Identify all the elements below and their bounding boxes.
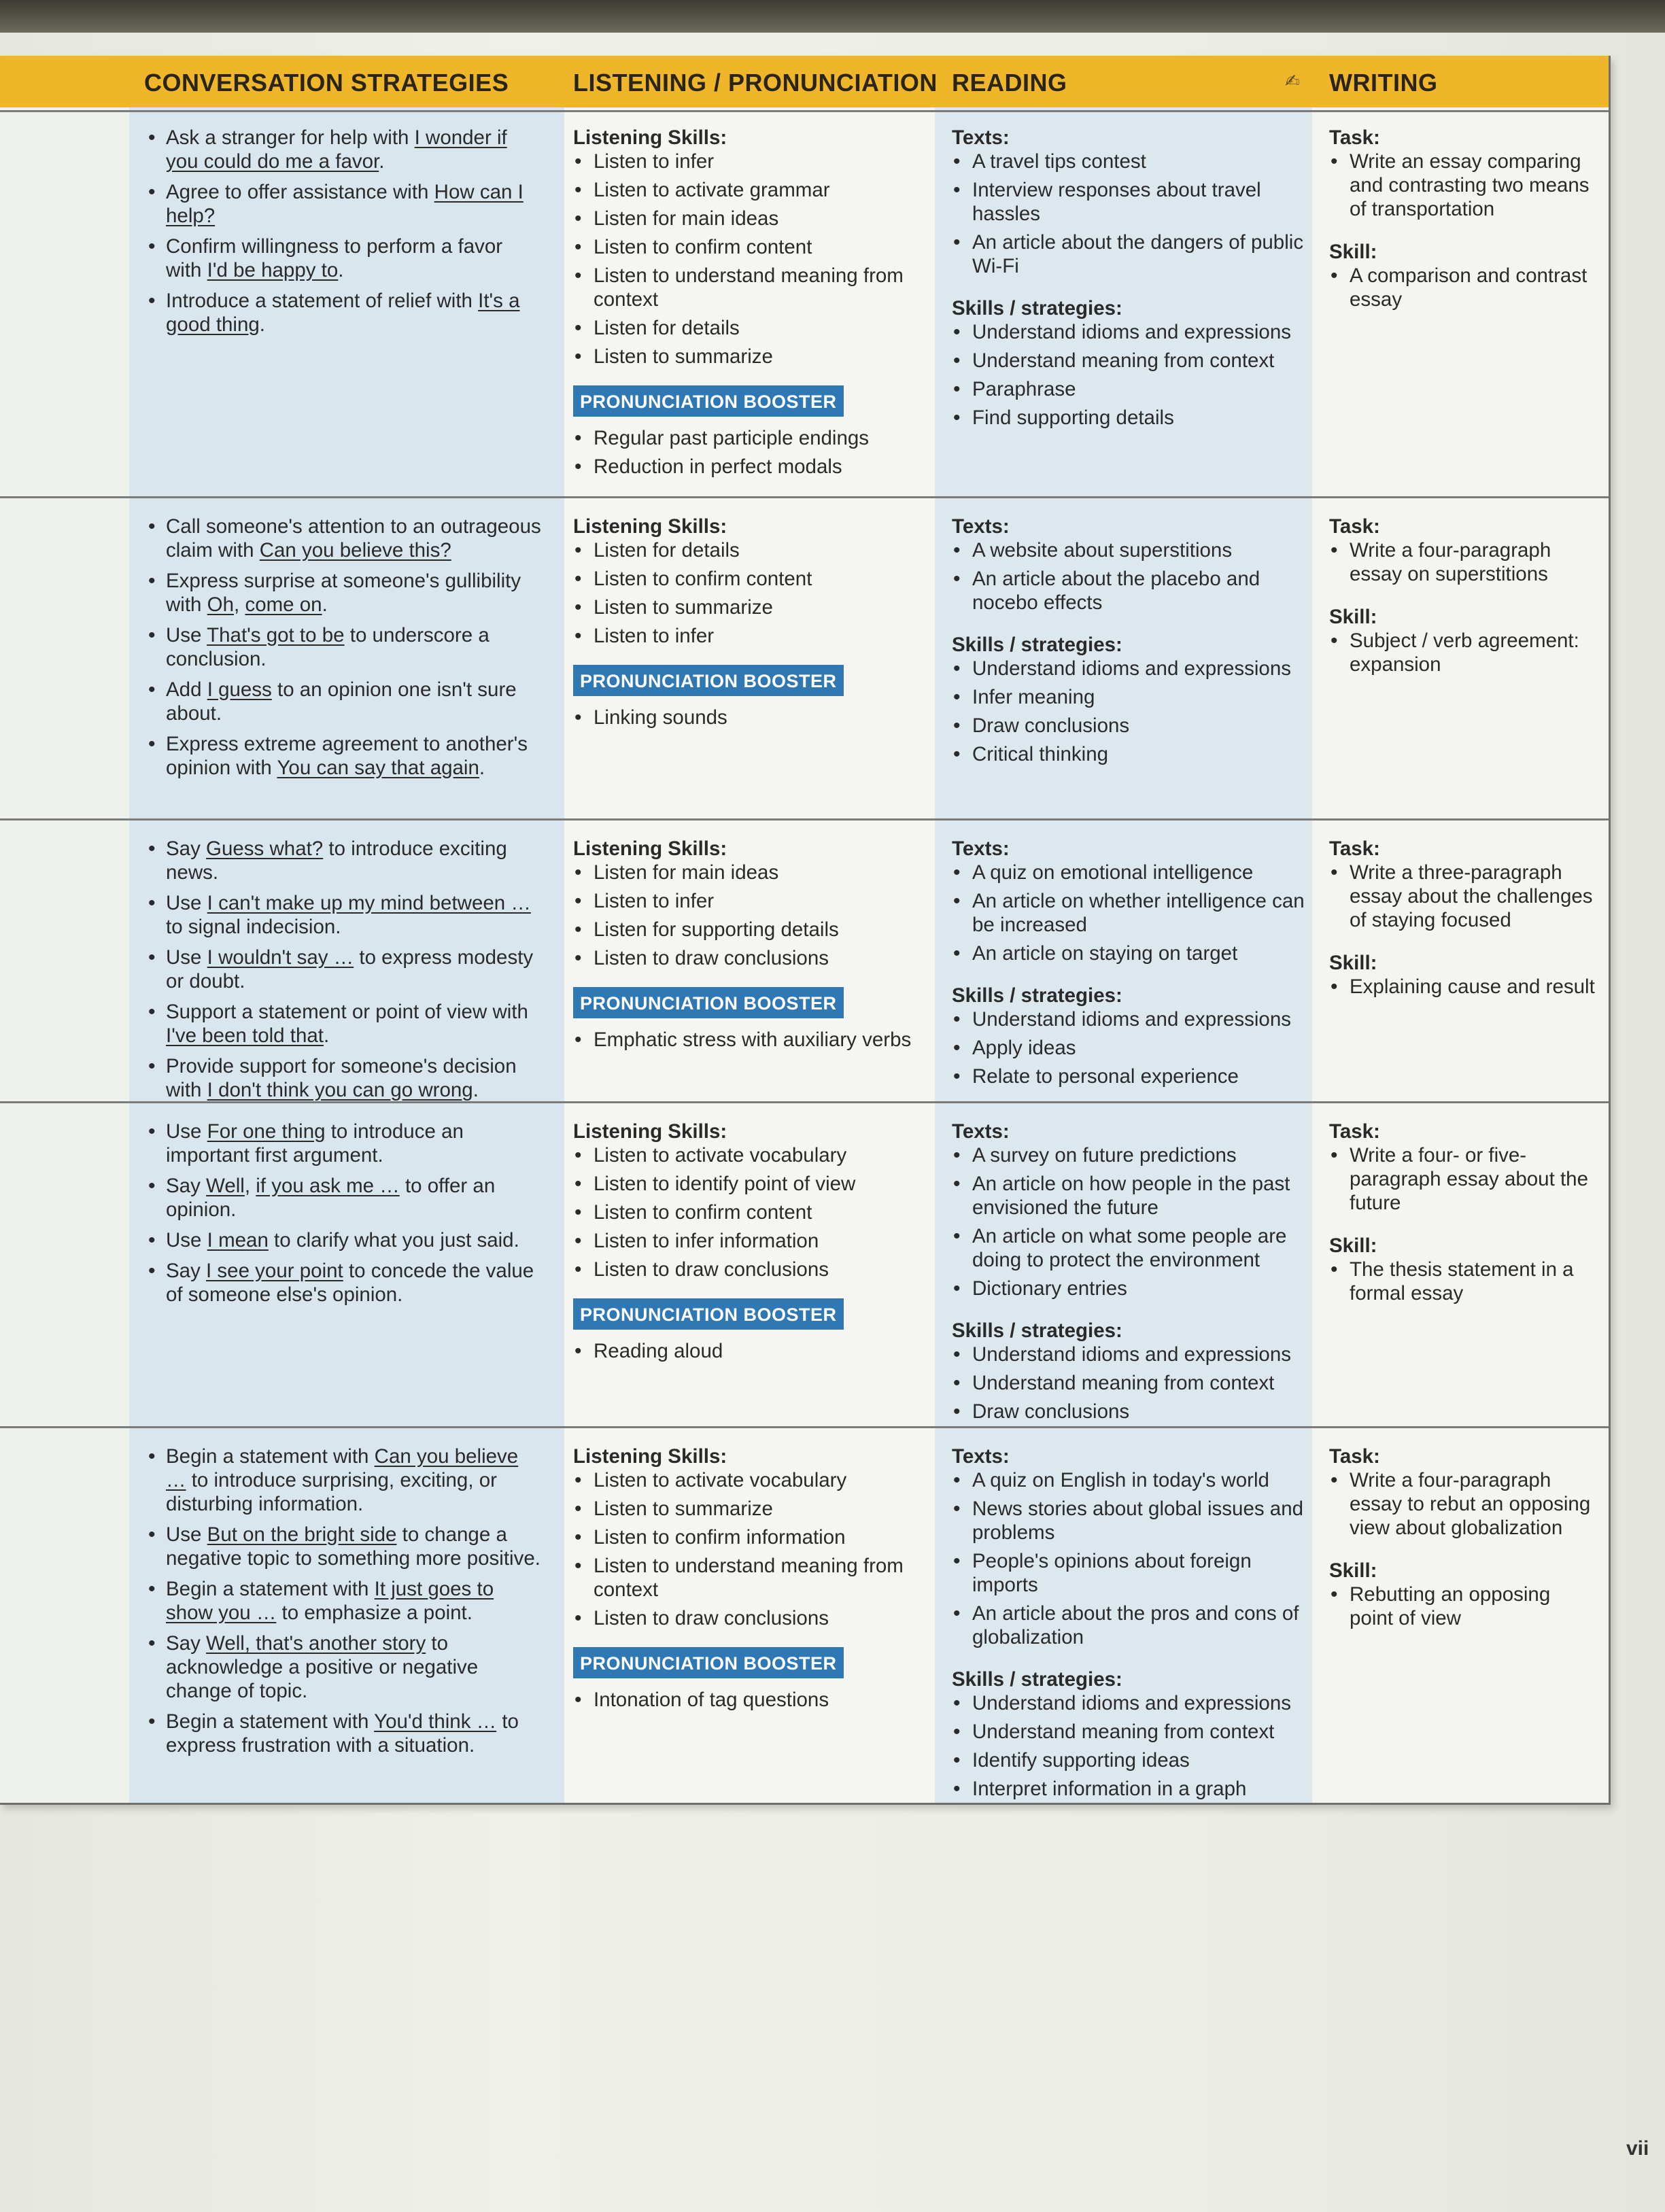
listening-skill-list xyxy=(573,1468,927,1630)
strategy-text: Begin a statement with xyxy=(166,1710,375,1733)
listening-skill-item: • Listen to summarize xyxy=(573,345,927,368)
strategy-text: to signal indecision. xyxy=(166,916,341,938)
strategy-phrase: It just goes to show you … xyxy=(166,1578,494,1624)
strategy-phrase: I've been told that xyxy=(166,1024,324,1047)
writing-skill-item: • Explaining cause and result xyxy=(1329,975,1598,999)
pronunciation-topic-list xyxy=(573,706,927,729)
conversation-item xyxy=(144,126,542,173)
strategy-text: , xyxy=(234,593,245,616)
header-listening: LISTENING / PRONUNCIATION xyxy=(573,69,938,97)
strategy-phrase: if you ask me … xyxy=(256,1175,400,1197)
strategy-text: , xyxy=(244,1175,256,1197)
pronunciation-topic-item: • Intonation of tag questions xyxy=(573,1688,927,1712)
listening-skill-item: • Listen to confirm content xyxy=(573,235,927,259)
reading-strategy-list xyxy=(952,320,1305,430)
conversation-item xyxy=(144,1054,542,1102)
writing-skill-list xyxy=(1329,629,1598,676)
reading-strategy-item: • Understand meaning from context xyxy=(952,349,1305,373)
skills-strategies-label: Skills / strategies: xyxy=(952,1668,1122,1691)
pronunciation-topic-item: • Emphatic stress with auxiliary verbs xyxy=(573,1028,927,1052)
strategy-text: to change a negative topic to something more positive. xyxy=(166,1523,540,1570)
strategy-phrase: I can't make up my mind between … xyxy=(207,892,531,914)
spacer xyxy=(952,1654,1305,1667)
strategy-phrase: How can I help? xyxy=(166,181,523,227)
scope-and-sequence-table xyxy=(0,56,1611,1805)
strategy-text: . xyxy=(473,1079,479,1101)
reading-strategy-item: • Draw conclusions xyxy=(952,1400,1305,1423)
listening-skill-item: • Listen to infer xyxy=(573,889,927,913)
listening-skill-item: • Listen to confirm content xyxy=(573,567,927,591)
conversation-cell xyxy=(144,837,542,1109)
strategy-text: Provide support for someone's decision with xyxy=(166,1055,517,1101)
writing-cell xyxy=(1329,1445,1598,1636)
reading-text-list xyxy=(952,538,1305,615)
reading-text-item: • An article on how people in the past envisioned the future xyxy=(952,1172,1305,1220)
task-label: Task: xyxy=(1329,515,1380,538)
strategy-phrase: Well, that's another story xyxy=(206,1632,426,1655)
strategy-text: Express extreme agreement to another's opinion with xyxy=(166,733,528,779)
pronunciation-booster-badge: PRONUNCIATION BOOSTER xyxy=(573,987,844,1018)
reading-text-item: • An article about the placebo and nocebo effects xyxy=(952,567,1305,615)
pronunciation-topic-item: • Reading aloud xyxy=(573,1339,927,1363)
conversation-item xyxy=(144,1710,542,1757)
header-conversation: CONVERSATION STRATEGIES xyxy=(144,69,509,97)
strategy-phrase: But on the bright side xyxy=(207,1523,397,1546)
conversation-item xyxy=(144,623,542,671)
pronunciation-topic-item: • Linking sounds xyxy=(573,706,927,729)
listening-skills-label: Listening Skills: xyxy=(573,515,727,538)
listening-skill-item: • Listen to activate grammar xyxy=(573,178,927,202)
writing-task-item: • Write a four-paragraph essay to rebut an opposing view about globalization xyxy=(1329,1468,1598,1540)
pronunciation-booster-badge: PRONUNCIATION BOOSTER xyxy=(573,665,844,696)
listening-skill-item: • Listen to infer xyxy=(573,624,927,648)
strategy-phrase: For one thing xyxy=(207,1120,326,1143)
strategy-phrase: I guess xyxy=(207,678,272,701)
reading-cell xyxy=(952,126,1305,434)
conversation-item xyxy=(144,569,542,617)
reading-strategy-item: • Understand idioms and expressions xyxy=(952,657,1305,680)
reading-text-item: • An article on whether intelligence can be increased xyxy=(952,889,1305,937)
skills-strategies-label: Skills / strategies: xyxy=(952,634,1122,656)
listening-skill-item: • Listen for main ideas xyxy=(573,861,927,884)
strategy-phrase: I wonder if you could do me a favor xyxy=(166,126,507,173)
listening-cell xyxy=(573,1120,927,1368)
strategy-text: to clarify what you just said. xyxy=(268,1229,519,1251)
spacer xyxy=(952,970,1305,984)
strategy-text: . xyxy=(479,757,485,779)
strategy-text: Use xyxy=(166,1120,207,1143)
listening-skill-item: • Listen to identify point of view xyxy=(573,1172,927,1196)
conversation-item xyxy=(144,732,542,780)
strategy-phrase: I wouldn't say … xyxy=(207,946,354,969)
strategy-text: Say xyxy=(166,1175,207,1197)
reading-strategy-item: • Critical thinking xyxy=(952,742,1305,766)
strategy-text: Agree to offer assistance with xyxy=(166,181,434,203)
strategy-text: to an opinion one isn't sure about. xyxy=(166,678,517,725)
strategy-phrase: I see your point xyxy=(206,1260,343,1282)
pronunciation-topic-list xyxy=(573,426,927,479)
writing-task-list xyxy=(1329,861,1598,932)
reading-text-item: • An article about the pros and cons of globalization xyxy=(952,1602,1305,1649)
conversation-list xyxy=(144,1445,542,1757)
reading-strategy-item: • Interpret information in a graph xyxy=(952,1777,1305,1801)
skills-strategies-label: Skills / strategies: xyxy=(952,297,1122,319)
pronunciation-topic-list xyxy=(573,1688,927,1712)
texts-label: Texts: xyxy=(952,126,1010,149)
conversation-item xyxy=(144,1000,542,1048)
reading-cell xyxy=(952,837,1305,1093)
conversation-item xyxy=(144,235,542,282)
listening-skill-item: • Listen to confirm information xyxy=(573,1525,927,1549)
conversation-item xyxy=(144,1577,542,1625)
writing-skill-item: • The thesis statement in a formal essay xyxy=(1329,1258,1598,1305)
strategy-phrase: That's got to be xyxy=(207,624,345,646)
strategy-text: . xyxy=(379,150,385,173)
writing-skill-list xyxy=(1329,1258,1598,1305)
strategy-phrase: You can say that again xyxy=(277,757,479,779)
listening-skill-item: • Listen to infer information xyxy=(573,1229,927,1253)
strategy-phrase: Can you believe … xyxy=(166,1445,519,1491)
spacer xyxy=(1329,1220,1598,1234)
writing-task-item: • Write a three-paragraph essay about the challenges of staying focused xyxy=(1329,861,1598,932)
skill-label: Skill: xyxy=(1329,952,1377,974)
conversation-cell xyxy=(144,126,542,343)
listening-cell xyxy=(573,837,927,1056)
conversation-item xyxy=(144,1631,542,1703)
spacer xyxy=(952,619,1305,633)
writing-skill-item: • Subject / verb agreement: expansion xyxy=(1329,629,1598,676)
listening-cell xyxy=(573,126,927,483)
strategy-phrase: Oh xyxy=(207,593,235,616)
strategy-text: Express surprise at someone's gullibility with xyxy=(166,570,521,616)
reading-text-item: • People's opinions about foreign imports xyxy=(952,1549,1305,1597)
conversation-item xyxy=(144,1445,542,1516)
reading-cell xyxy=(952,1445,1305,1805)
conversation-item xyxy=(144,1174,542,1222)
strategy-text: to express modesty or doubt. xyxy=(166,946,534,992)
listening-skill-item: • Listen to summarize xyxy=(573,1497,927,1521)
reading-text-item: • An article about the dangers of public Wi-Fi xyxy=(952,230,1305,278)
conversation-item xyxy=(144,289,542,336)
texts-label: Texts: xyxy=(952,1445,1010,1468)
strategy-text: Use xyxy=(166,624,207,646)
reading-text-list xyxy=(952,1143,1305,1300)
pronunciation-booster-badge: PRONUNCIATION BOOSTER xyxy=(573,1298,844,1330)
strategy-text: Use xyxy=(166,1229,207,1251)
strategy-text: Support a statement or point of view with xyxy=(166,1001,528,1023)
reading-strategy-item: • Understand idioms and expressions xyxy=(952,1007,1305,1031)
conversation-item xyxy=(144,1120,542,1167)
reading-strategy-item: • Understand idioms and expressions xyxy=(952,1343,1305,1366)
strategy-text: to introduce exciting news. xyxy=(166,837,507,884)
strategy-text: Introduce a statement of relief with xyxy=(166,290,479,312)
reading-text-item: • News stories about global issues and problems xyxy=(952,1497,1305,1544)
spacer xyxy=(1329,937,1598,951)
listening-skills-label: Listening Skills: xyxy=(573,1120,727,1143)
strategy-text: Use xyxy=(166,892,207,914)
conversation-list xyxy=(144,1120,542,1307)
strategy-text: Say xyxy=(166,837,207,860)
writing-task-list xyxy=(1329,1468,1598,1540)
strategy-text: Ask a stranger for help with xyxy=(166,126,415,149)
spacer xyxy=(1329,591,1598,605)
top-shadow-band xyxy=(0,0,1665,33)
strategy-text: . xyxy=(338,259,344,281)
texts-label: Texts: xyxy=(952,515,1010,538)
task-label: Task: xyxy=(1329,126,1380,149)
listening-skill-item: • Listen to understand meaning from context xyxy=(573,1554,927,1602)
conversation-cell xyxy=(144,1445,542,1764)
reading-text-item: • An article on what some people are doing to protect the environment xyxy=(952,1224,1305,1272)
conversation-list xyxy=(144,515,542,780)
writing-task-list xyxy=(1329,150,1598,221)
reading-strategy-list xyxy=(952,657,1305,766)
writing-cell xyxy=(1329,837,1598,1004)
strategy-text: Confirm willingness to perform a favor with xyxy=(166,235,503,281)
strategy-phrase: You'd think … xyxy=(374,1710,497,1733)
writing-cell xyxy=(1329,1120,1598,1311)
listening-cell xyxy=(573,1445,927,1716)
strategy-text: . xyxy=(323,1024,330,1047)
conversation-item xyxy=(144,1228,542,1252)
spacer xyxy=(952,283,1305,296)
strategy-phrase: I'd be happy to xyxy=(207,259,339,281)
reading-strategy-item: • Relate to personal experience xyxy=(952,1065,1305,1088)
strategy-phrase: It's a good thing xyxy=(166,290,520,336)
conversation-list xyxy=(144,126,542,336)
reading-strategy-item: • Infer meaning xyxy=(952,685,1305,709)
pronunciation-topic-list xyxy=(573,1339,927,1363)
listening-skill-list xyxy=(573,1143,927,1281)
listening-skill-item: • Listen to understand meaning from context xyxy=(573,264,927,311)
listening-skill-item: • Listen to confirm content xyxy=(573,1200,927,1224)
strategy-text: to express frustration with a situation. xyxy=(166,1710,519,1757)
listening-skill-item: • Listen to draw conclusions xyxy=(573,1258,927,1281)
strategy-phrase: I mean xyxy=(207,1229,269,1251)
conversation-item xyxy=(144,180,542,228)
conversation-item xyxy=(144,515,542,562)
conversation-item xyxy=(144,1259,542,1307)
reading-text-item: • A quiz on emotional intelligence xyxy=(952,861,1305,884)
reading-cell xyxy=(952,1120,1305,1428)
listening-skill-item: • Listen to activate vocabulary xyxy=(573,1143,927,1167)
strategy-text: Begin a statement with xyxy=(166,1578,375,1600)
listening-skill-list xyxy=(573,538,927,648)
listening-skill-item: • Listen to infer xyxy=(573,150,927,173)
strategy-text: Say xyxy=(166,1260,207,1282)
pronunciation-topic-item: • Reduction in perfect modals xyxy=(573,455,927,479)
table-row xyxy=(0,1101,1609,1428)
strategy-text: . xyxy=(322,593,328,616)
strategy-phrase: Well xyxy=(206,1175,245,1197)
listening-skills-label: Listening Skills: xyxy=(573,837,727,860)
task-label: Task: xyxy=(1329,837,1380,860)
writing-task-item: • Write an essay comparing and contrasting two means of transportation xyxy=(1329,150,1598,221)
reading-strategy-item: • Understand idioms and expressions xyxy=(952,320,1305,344)
strategy-phrase: Guess what? xyxy=(206,837,324,860)
strategy-text: Call someone's attention to an outrageous claim with xyxy=(166,515,541,561)
table-row xyxy=(0,1426,1609,1805)
writing-task-item: • Write a four-paragraph essay on superstitions xyxy=(1329,538,1598,586)
table-header xyxy=(0,56,1609,107)
strategy-phrase: I don't think you can go wrong xyxy=(207,1079,473,1101)
reading-text-item: • A travel tips contest xyxy=(952,150,1305,173)
conversation-item xyxy=(144,678,542,725)
pronunciation-booster-badge: PRONUNCIATION BOOSTER xyxy=(573,1647,844,1678)
table-row xyxy=(0,496,1609,820)
listening-skill-item: • Listen for details xyxy=(573,538,927,562)
header-writing: WRITING xyxy=(1329,69,1438,97)
reading-text-list xyxy=(952,1468,1305,1649)
listening-cell xyxy=(573,515,927,734)
reading-strategy-item: • Paraphrase xyxy=(952,377,1305,401)
listening-skill-item: • Listen to activate vocabulary xyxy=(573,1468,927,1492)
reading-strategy-item: • Draw conclusions xyxy=(952,714,1305,738)
listening-skills-label: Listening Skills: xyxy=(573,1445,727,1468)
reading-strategy-item: • Understand meaning from context xyxy=(952,1720,1305,1744)
task-label: Task: xyxy=(1329,1445,1380,1468)
texts-label: Texts: xyxy=(952,1120,1010,1143)
pronunciation-topic-list xyxy=(573,1028,927,1052)
strategy-text: to acknowledge a positive or negative change of topic. xyxy=(166,1632,479,1702)
skill-label: Skill: xyxy=(1329,1559,1377,1582)
reading-strategy-item: • Understand idioms and expressions xyxy=(952,1691,1305,1715)
skill-label: Skill: xyxy=(1329,606,1377,628)
table-row xyxy=(0,818,1609,1103)
listening-skill-list xyxy=(573,861,927,970)
conversation-item xyxy=(144,1523,542,1570)
texts-label: Texts: xyxy=(952,837,1010,860)
reading-strategy-item: • Find supporting details xyxy=(952,406,1305,430)
listening-skills-label: Listening Skills: xyxy=(573,126,727,149)
task-label: Task: xyxy=(1329,1120,1380,1143)
spacer xyxy=(952,1305,1305,1319)
writing-skill-list xyxy=(1329,975,1598,999)
page-number: vii xyxy=(1626,2137,1649,2160)
strategy-text: Use xyxy=(166,946,207,969)
skill-label: Skill: xyxy=(1329,1234,1377,1257)
reading-text-item: • A website about superstitions xyxy=(952,538,1305,562)
reading-text-item: • Dictionary entries xyxy=(952,1277,1305,1300)
writing-task-list xyxy=(1329,1143,1598,1215)
reading-text-list xyxy=(952,861,1305,965)
spacer xyxy=(1329,226,1598,240)
skills-strategies-label: Skills / strategies: xyxy=(952,984,1122,1007)
strategy-text: Say xyxy=(166,1632,207,1655)
reading-text-item: • A quiz on English in today's world xyxy=(952,1468,1305,1492)
strategy-text: to introduce surprising, exciting, or disturbing information. xyxy=(166,1469,497,1515)
reading-strategy-list xyxy=(952,1343,1305,1423)
writing-task-item: • Write a four- or five-paragraph essay about the future xyxy=(1329,1143,1598,1215)
strategy-text: Add xyxy=(166,678,207,701)
writing-cell xyxy=(1329,515,1598,682)
writing-skill-list xyxy=(1329,264,1598,311)
listening-skill-item: • Listen to summarize xyxy=(573,595,927,619)
writing-cell xyxy=(1329,126,1598,317)
skill-label: Skill: xyxy=(1329,241,1377,263)
strategy-text: to introduce an important first argument. xyxy=(166,1120,464,1167)
table-row xyxy=(0,110,1609,498)
conversation-item xyxy=(144,946,542,993)
reading-text-item: • An article on staying on target xyxy=(952,941,1305,965)
pronunciation-booster-badge: PRONUNCIATION BOOSTER xyxy=(573,385,844,417)
reading-text-list xyxy=(952,150,1305,278)
reading-text-item: • Interview responses about travel hassles xyxy=(952,178,1305,226)
listening-skill-list xyxy=(573,150,927,368)
strategy-phrase: come on xyxy=(245,593,322,616)
conversation-item xyxy=(144,837,542,884)
pronunciation-topic-item: • Regular past participle endings xyxy=(573,426,927,450)
strategy-text: to concede the value of someone else's opinion. xyxy=(166,1260,534,1306)
strategy-text: Begin a statement with xyxy=(166,1445,375,1468)
listening-skill-item: • Listen to draw conclusions xyxy=(573,1606,927,1630)
strategy-text: to offer an opinion. xyxy=(166,1175,496,1221)
listening-skill-item: • Listen for details xyxy=(573,316,927,340)
listening-skill-item: • Listen for supporting details xyxy=(573,918,927,941)
pencil-icon: ✍ xyxy=(1285,71,1300,91)
strategy-text: . xyxy=(259,313,265,336)
conversation-cell xyxy=(144,515,542,787)
spacer xyxy=(1329,1545,1598,1559)
strategy-text: to underscore a conclusion. xyxy=(166,624,490,670)
listening-skill-item: • Listen to draw conclusions xyxy=(573,946,927,970)
reading-strategy-item: • Understand meaning from context xyxy=(952,1371,1305,1395)
writing-skill-item: • Rebutting an opposing point of view xyxy=(1329,1583,1598,1630)
skills-strategies-label: Skills / strategies: xyxy=(952,1319,1122,1342)
conversation-item xyxy=(144,891,542,939)
strategy-text: to emphasize a point. xyxy=(276,1602,473,1624)
strategy-text: Use xyxy=(166,1523,207,1546)
writing-skill-list xyxy=(1329,1583,1598,1630)
strategy-phrase: Can you believe this? xyxy=(259,539,451,561)
conversation-cell xyxy=(144,1120,542,1313)
reading-text-item: • A survey on future predictions xyxy=(952,1143,1305,1167)
writing-skill-item: • A comparison and contrast essay xyxy=(1329,264,1598,311)
reading-cell xyxy=(952,515,1305,771)
reading-strategy-list xyxy=(952,1007,1305,1088)
reading-strategy-item: • Apply ideas xyxy=(952,1036,1305,1060)
listening-skill-item: • Listen for main ideas xyxy=(573,207,927,230)
header-reading: READING xyxy=(952,69,1067,97)
reading-strategy-item: • Identify supporting ideas xyxy=(952,1748,1305,1772)
writing-task-list xyxy=(1329,538,1598,586)
conversation-list xyxy=(144,837,542,1102)
reading-strategy-list xyxy=(952,1691,1305,1801)
